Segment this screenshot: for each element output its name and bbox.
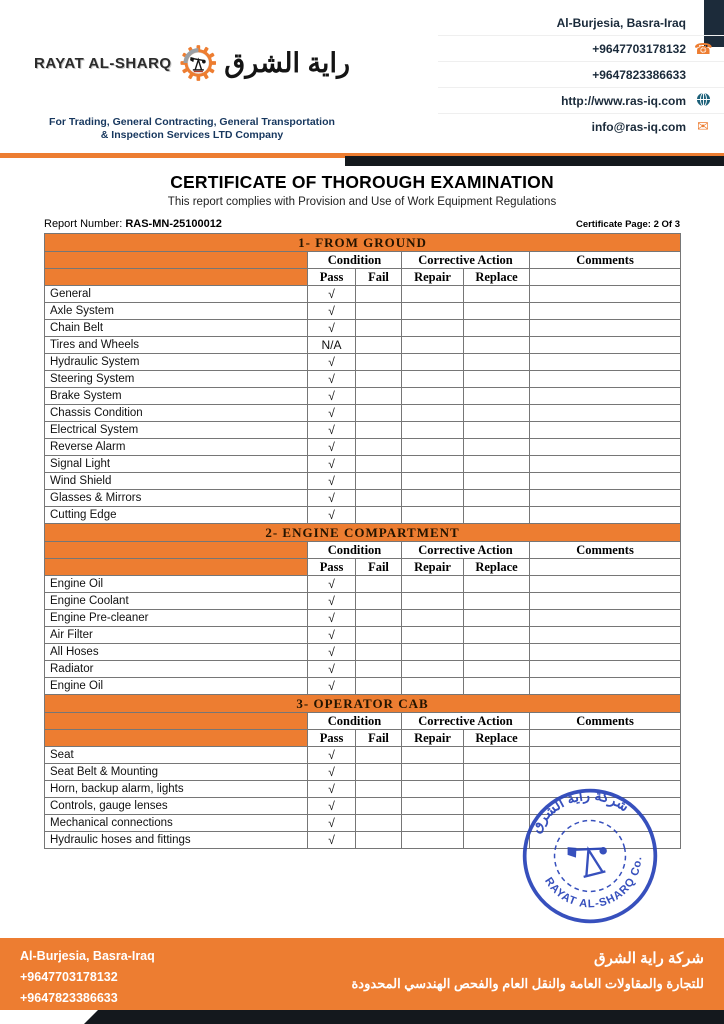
address-row bbox=[438, 10, 724, 36]
repair-value bbox=[402, 286, 464, 303]
certificate-page-indicator bbox=[576, 219, 680, 230]
repair-value bbox=[402, 576, 464, 593]
pass-value: √ bbox=[308, 747, 356, 764]
repair-value bbox=[402, 627, 464, 644]
fail-value bbox=[356, 320, 402, 337]
inspection-item-row bbox=[45, 661, 681, 678]
stamp-top-text: شركة راية الشرق bbox=[526, 786, 633, 836]
inspection-item-row bbox=[45, 576, 681, 593]
pass-value: √ bbox=[308, 610, 356, 627]
replace-value bbox=[464, 371, 530, 388]
footer-company-block bbox=[352, 946, 705, 996]
repair-value bbox=[402, 764, 464, 781]
logo-row bbox=[34, 12, 350, 114]
company-logo-area bbox=[34, 12, 350, 142]
empty-header-cell bbox=[530, 269, 681, 286]
repair-value bbox=[402, 781, 464, 798]
pass-value: √ bbox=[308, 354, 356, 371]
pass-value: √ bbox=[308, 439, 356, 456]
item-name: Signal Light bbox=[45, 456, 308, 473]
item-name: Reverse Alarm bbox=[45, 439, 308, 456]
replace-value bbox=[464, 781, 530, 798]
report-number bbox=[44, 218, 222, 230]
item-name: Tires and Wheels bbox=[45, 337, 308, 354]
fail-header: Fail bbox=[356, 269, 402, 286]
contact-block bbox=[438, 10, 724, 140]
condition-header: Condition bbox=[308, 542, 402, 559]
pass-value: √ bbox=[308, 388, 356, 405]
replace-value bbox=[464, 320, 530, 337]
pass-value: √ bbox=[308, 422, 356, 439]
column-group-header-row bbox=[45, 713, 681, 730]
fail-value bbox=[356, 337, 402, 354]
pass-value: √ bbox=[308, 764, 356, 781]
phone2-text: +9647823386633 bbox=[592, 67, 686, 82]
comments-header: Comments bbox=[530, 252, 681, 269]
replace-value bbox=[464, 303, 530, 320]
section-header-row bbox=[45, 524, 681, 542]
inspection-item-row bbox=[45, 473, 681, 490]
inspection-item-row bbox=[45, 371, 681, 388]
address-text: Al-Burjesia, Basra-Iraq bbox=[556, 15, 686, 30]
pass-value: √ bbox=[308, 320, 356, 337]
pass-value: √ bbox=[308, 507, 356, 524]
replace-value bbox=[464, 490, 530, 507]
pass-value: √ bbox=[308, 456, 356, 473]
footer-dark-bar bbox=[84, 1010, 724, 1024]
item-name: Brake System bbox=[45, 388, 308, 405]
globe-icon bbox=[694, 92, 712, 110]
fail-value bbox=[356, 422, 402, 439]
replace-value bbox=[464, 456, 530, 473]
pass-header: Pass bbox=[308, 269, 356, 286]
replace-value bbox=[464, 388, 530, 405]
inspection-item-row bbox=[45, 678, 681, 695]
comment-value bbox=[530, 507, 681, 524]
pass-value: √ bbox=[308, 576, 356, 593]
comment-value bbox=[530, 405, 681, 422]
replace-header: Replace bbox=[464, 730, 530, 747]
comment-value bbox=[530, 388, 681, 405]
fail-value bbox=[356, 473, 402, 490]
item-name: Wind Shield bbox=[45, 473, 308, 490]
fail-value bbox=[356, 371, 402, 388]
replace-value bbox=[464, 661, 530, 678]
tagline-line2: & Inspection Services LTD Company bbox=[100, 129, 284, 141]
repair-value bbox=[402, 388, 464, 405]
inspection-table bbox=[44, 233, 681, 849]
pass-value: √ bbox=[308, 644, 356, 661]
email-row bbox=[438, 114, 724, 140]
repair-value bbox=[402, 678, 464, 695]
fail-value bbox=[356, 456, 402, 473]
column-header-row bbox=[45, 730, 681, 747]
report-info-line bbox=[44, 218, 680, 230]
column-group-header-row bbox=[45, 542, 681, 559]
footer-band bbox=[0, 938, 724, 1010]
inspection-item-row bbox=[45, 388, 681, 405]
spacer-cell bbox=[45, 559, 308, 576]
comments-header: Comments bbox=[530, 542, 681, 559]
inspection-item-row bbox=[45, 610, 681, 627]
spacer-cell bbox=[45, 713, 308, 730]
section-title: 2- ENGINE COMPARTMENT bbox=[45, 524, 681, 542]
gear-pumpjack-logo-icon bbox=[180, 24, 217, 102]
fail-value bbox=[356, 678, 402, 695]
fail-value bbox=[356, 354, 402, 371]
website-text: http://www.ras-iq.com bbox=[561, 93, 686, 108]
item-name: Hydraulic hoses and fittings bbox=[45, 832, 308, 849]
page-label: Certificate Page: bbox=[575, 219, 651, 230]
fail-value bbox=[356, 593, 402, 610]
comment-value bbox=[530, 644, 681, 661]
repair-value bbox=[402, 507, 464, 524]
item-name: Electrical System bbox=[45, 422, 308, 439]
item-name: Radiator bbox=[45, 661, 308, 678]
item-name: Seat Belt & Mounting bbox=[45, 764, 308, 781]
item-name: Chain Belt bbox=[45, 320, 308, 337]
replace-header: Replace bbox=[464, 269, 530, 286]
footer-company-arabic: شركة راية الشرق bbox=[593, 950, 704, 967]
item-name: Cutting Edge bbox=[45, 507, 308, 524]
replace-value bbox=[464, 627, 530, 644]
repair-value bbox=[402, 490, 464, 507]
repair-value bbox=[402, 354, 464, 371]
fail-value bbox=[356, 661, 402, 678]
fail-value bbox=[356, 644, 402, 661]
repair-value bbox=[402, 405, 464, 422]
pass-value: √ bbox=[308, 661, 356, 678]
fail-header: Fail bbox=[356, 730, 402, 747]
empty-header-cell bbox=[530, 559, 681, 576]
item-name: Glasses & Mirrors bbox=[45, 490, 308, 507]
spacer-cell bbox=[45, 269, 308, 286]
fail-value bbox=[356, 388, 402, 405]
comment-value bbox=[530, 303, 681, 320]
replace-header: Replace bbox=[464, 559, 530, 576]
company-tagline bbox=[34, 116, 350, 142]
fail-value bbox=[356, 405, 402, 422]
page-title: CERTIFICATE OF THOROUGH EXAMINATION bbox=[170, 172, 554, 192]
repair-value bbox=[402, 303, 464, 320]
fail-value bbox=[356, 832, 402, 849]
inspection-item-row bbox=[45, 644, 681, 661]
pass-value: √ bbox=[308, 815, 356, 832]
comment-value bbox=[530, 610, 681, 627]
repair-value bbox=[402, 747, 464, 764]
comment-value bbox=[530, 678, 681, 695]
section-header-row bbox=[45, 234, 681, 252]
replace-value bbox=[464, 473, 530, 490]
report-number-label: Report Number: bbox=[44, 218, 123, 230]
pass-value: √ bbox=[308, 678, 356, 695]
fail-value bbox=[356, 627, 402, 644]
comment-value bbox=[530, 422, 681, 439]
pass-value: √ bbox=[308, 627, 356, 644]
pass-value: √ bbox=[308, 781, 356, 798]
inspection-item-row bbox=[45, 490, 681, 507]
repair-value bbox=[402, 610, 464, 627]
fail-value bbox=[356, 747, 402, 764]
repair-value bbox=[402, 661, 464, 678]
inspection-item-row bbox=[45, 422, 681, 439]
phone1-text: +9647703178132 bbox=[592, 41, 686, 56]
footer-phone2: +9647823386633 bbox=[20, 991, 118, 1005]
pass-value: √ bbox=[308, 490, 356, 507]
replace-value bbox=[464, 439, 530, 456]
inspection-item-row bbox=[45, 747, 681, 764]
section-header-row bbox=[45, 695, 681, 713]
item-name: Steering System bbox=[45, 371, 308, 388]
item-name: Horn, backup alarm, lights bbox=[45, 781, 308, 798]
company-name: RAYAT AL-SHARQ bbox=[34, 54, 172, 72]
pass-value: √ bbox=[308, 405, 356, 422]
inspection-item-row bbox=[45, 764, 681, 781]
fail-value bbox=[356, 798, 402, 815]
fail-value bbox=[356, 439, 402, 456]
condition-header: Condition bbox=[308, 252, 402, 269]
item-name: Air Filter bbox=[45, 627, 308, 644]
page-value: 2 Of 3 bbox=[653, 219, 680, 230]
repair-value bbox=[402, 832, 464, 849]
item-name: Engine Pre-cleaner bbox=[45, 610, 308, 627]
dark-divider bbox=[345, 156, 724, 166]
repair-value bbox=[402, 337, 464, 354]
comment-value bbox=[530, 747, 681, 764]
repair-value bbox=[402, 798, 464, 815]
repair-value bbox=[402, 593, 464, 610]
replace-value bbox=[464, 422, 530, 439]
item-name: Controls, gauge lenses bbox=[45, 798, 308, 815]
column-header-row bbox=[45, 269, 681, 286]
replace-value bbox=[464, 644, 530, 661]
inspection-item-row bbox=[45, 405, 681, 422]
item-name: Chassis Condition bbox=[45, 405, 308, 422]
phone-row-2 bbox=[438, 62, 724, 88]
column-group-header-row bbox=[45, 252, 681, 269]
item-name: General bbox=[45, 286, 308, 303]
replace-value bbox=[464, 678, 530, 695]
fail-value bbox=[356, 490, 402, 507]
report-number-value: RAS-MN-25100012 bbox=[125, 218, 222, 230]
item-name: Engine Oil bbox=[45, 678, 308, 695]
phone-row-1 bbox=[438, 36, 724, 62]
replace-value bbox=[464, 576, 530, 593]
comment-value bbox=[530, 286, 681, 303]
repair-value bbox=[402, 473, 464, 490]
fail-value bbox=[356, 610, 402, 627]
fail-value bbox=[356, 781, 402, 798]
spacer-cell bbox=[45, 542, 308, 559]
inspection-item-row bbox=[45, 286, 681, 303]
fail-value bbox=[356, 507, 402, 524]
spacer-cell bbox=[45, 252, 308, 269]
pass-value: √ bbox=[308, 286, 356, 303]
repair-value bbox=[402, 422, 464, 439]
inspection-item-row bbox=[45, 320, 681, 337]
fail-header: Fail bbox=[356, 559, 402, 576]
repair-header: Repair bbox=[402, 269, 464, 286]
comment-value bbox=[530, 764, 681, 781]
replace-value bbox=[464, 610, 530, 627]
replace-value bbox=[464, 405, 530, 422]
pass-value: √ bbox=[308, 473, 356, 490]
inspection-item-row bbox=[45, 337, 681, 354]
phone-icon: ☎ bbox=[694, 39, 713, 58]
pass-value: √ bbox=[308, 832, 356, 849]
comment-value bbox=[530, 473, 681, 490]
comment-value bbox=[530, 490, 681, 507]
pass-header: Pass bbox=[308, 559, 356, 576]
section-title: 3- OPERATOR CAB bbox=[45, 695, 681, 713]
comment-value bbox=[530, 576, 681, 593]
comment-value bbox=[530, 337, 681, 354]
replace-value bbox=[464, 507, 530, 524]
section-title: 1- FROM GROUND bbox=[45, 234, 681, 252]
item-name: Mechanical connections bbox=[45, 815, 308, 832]
inspection-item-row bbox=[45, 456, 681, 473]
footer-phone1: +9647703178132 bbox=[20, 970, 118, 984]
mail-icon: ✉ bbox=[697, 119, 709, 135]
replace-value bbox=[464, 764, 530, 781]
repair-value bbox=[402, 320, 464, 337]
pass-value: √ bbox=[308, 371, 356, 388]
repair-header: Repair bbox=[402, 730, 464, 747]
comment-value bbox=[530, 661, 681, 678]
inspection-item-row bbox=[45, 507, 681, 524]
fail-value bbox=[356, 576, 402, 593]
repair-value bbox=[402, 456, 464, 473]
comment-value bbox=[530, 354, 681, 371]
pass-value: √ bbox=[308, 593, 356, 610]
corrective-action-header: Corrective Action bbox=[402, 542, 530, 559]
comment-value bbox=[530, 439, 681, 456]
website-row bbox=[438, 88, 724, 114]
item-name: Seat bbox=[45, 747, 308, 764]
inspection-table-body bbox=[45, 234, 681, 849]
pass-value: √ bbox=[308, 798, 356, 815]
replace-value bbox=[464, 354, 530, 371]
repair-value bbox=[402, 439, 464, 456]
repair-value bbox=[402, 644, 464, 661]
fail-value bbox=[356, 303, 402, 320]
replace-value bbox=[464, 286, 530, 303]
tagline-line1: For Trading, General Contracting, General Transportation bbox=[49, 116, 335, 128]
inspection-item-row bbox=[45, 439, 681, 456]
condition-header: Condition bbox=[308, 713, 402, 730]
replace-value bbox=[464, 593, 530, 610]
item-name: Axle System bbox=[45, 303, 308, 320]
fail-value bbox=[356, 815, 402, 832]
replace-value bbox=[464, 747, 530, 764]
item-name: Engine Oil bbox=[45, 576, 308, 593]
inspection-item-row bbox=[45, 593, 681, 610]
stamp-bottom-text: RAYAT AL-SHARQ Co. bbox=[542, 855, 645, 911]
comment-value bbox=[530, 627, 681, 644]
comments-header: Comments bbox=[530, 713, 681, 730]
empty-header-cell bbox=[530, 730, 681, 747]
fail-value bbox=[356, 764, 402, 781]
pass-value: N/A bbox=[308, 337, 356, 354]
column-header-row bbox=[45, 559, 681, 576]
repair-value bbox=[402, 815, 464, 832]
item-name: Hydraulic System bbox=[45, 354, 308, 371]
pass-header: Pass bbox=[308, 730, 356, 747]
pass-value: √ bbox=[308, 303, 356, 320]
comment-value bbox=[530, 593, 681, 610]
footer-contact-block bbox=[20, 946, 155, 1009]
item-name: Engine Coolant bbox=[45, 593, 308, 610]
footer-address: Al-Burjesia, Basra-Iraq bbox=[20, 949, 155, 963]
replace-value bbox=[464, 337, 530, 354]
repair-header: Repair bbox=[402, 559, 464, 576]
comment-value bbox=[530, 456, 681, 473]
page-subtitle: This report complies with Provision and Use of Work Equipment Regulations bbox=[167, 196, 557, 208]
corrective-action-header: Corrective Action bbox=[402, 252, 530, 269]
inspection-item-row bbox=[45, 627, 681, 644]
email-text: info@ras-iq.com bbox=[591, 120, 686, 134]
repair-value bbox=[402, 371, 464, 388]
fail-value bbox=[356, 286, 402, 303]
comment-value bbox=[530, 320, 681, 337]
item-name: All Hoses bbox=[45, 644, 308, 661]
footer-tagline-arabic: للتجارة والمقاولات العامة والنقل العام والفحص الهندسي المحدودة bbox=[351, 976, 704, 991]
inspection-item-row bbox=[45, 354, 681, 371]
company-name-arabic: راية الشرق bbox=[224, 47, 350, 78]
comment-value bbox=[530, 371, 681, 388]
corrective-action-header: Corrective Action bbox=[402, 713, 530, 730]
spacer-cell bbox=[45, 730, 308, 747]
inspection-item-row bbox=[45, 303, 681, 320]
